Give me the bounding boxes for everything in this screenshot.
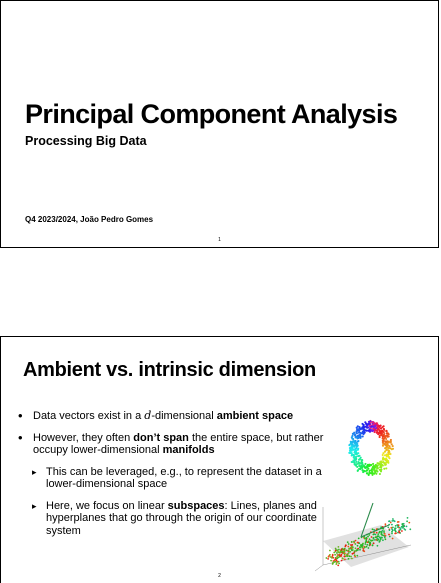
scatter-point	[342, 557, 344, 559]
scatter-point	[388, 457, 390, 459]
bullet-text: Data vectors exist in a	[33, 410, 145, 422]
scatter-point	[353, 451, 355, 453]
scatter-point	[398, 526, 400, 528]
scatter-point	[352, 441, 354, 443]
scatter-point	[355, 461, 357, 463]
scatter-point	[380, 430, 382, 432]
scatter-point	[354, 433, 356, 435]
scatter-point	[352, 448, 354, 450]
scatter-point	[400, 527, 402, 529]
scatter-point	[361, 463, 363, 465]
scatter-point	[364, 463, 366, 465]
scatter-point	[354, 550, 356, 552]
scatter-point	[383, 462, 385, 464]
scatter-point	[384, 533, 386, 535]
scatter-point	[372, 424, 374, 426]
scatter-point	[381, 537, 383, 539]
scatter-point	[361, 459, 363, 461]
scatter-point	[362, 431, 364, 433]
scatter-point	[348, 543, 350, 545]
scatter-point	[366, 544, 368, 546]
scatter-point	[395, 525, 397, 527]
scatter-point	[364, 538, 366, 540]
scatter-point	[367, 426, 369, 428]
slide-title-text: Ambient vs. intrinsic dimension	[23, 359, 316, 381]
scatter-point	[409, 528, 411, 530]
scatter-point	[355, 543, 357, 545]
scatter-point	[367, 541, 369, 543]
scatter-point	[402, 523, 404, 525]
bullet-emphasis: don’t span	[133, 431, 189, 444]
scatter-point	[370, 472, 372, 474]
scatter-point	[404, 529, 406, 531]
scatter-point	[335, 563, 337, 565]
scatter-point	[371, 536, 373, 538]
scatter-point	[387, 455, 389, 457]
subspace-scatter-figure	[311, 485, 419, 575]
scatter-point	[348, 552, 350, 554]
scatter-point	[407, 517, 409, 519]
scatter-point	[344, 556, 346, 558]
scatter-point	[373, 537, 375, 539]
scatter-point	[376, 471, 378, 473]
bullet-text: : Lines, planes and hyperplanes that go through the origin of our coordinate system	[46, 499, 317, 537]
scatter-point	[391, 520, 393, 522]
scatter-point	[406, 520, 408, 522]
scatter-point	[379, 540, 381, 542]
scatter-point	[368, 534, 370, 536]
scatter-point	[335, 548, 337, 550]
math-variable: d	[144, 409, 152, 422]
scatter-point	[358, 431, 360, 433]
scatter-point	[384, 450, 386, 452]
scatter-point	[338, 546, 340, 548]
scatter-point	[367, 430, 369, 432]
scatter-point	[348, 558, 350, 560]
page-number: 1	[218, 237, 221, 243]
bullet-text: This can be leveraged, e.g., to represent the dataset in a lower-dimensional space	[46, 465, 322, 490]
scatter-point	[365, 430, 367, 432]
scatter-point	[377, 545, 379, 547]
scatter-point	[395, 531, 397, 533]
scatter-point	[361, 467, 363, 469]
scatter-point	[338, 549, 340, 551]
scatter-point	[342, 549, 344, 551]
page-number: 2	[218, 573, 221, 579]
scatter-point	[349, 450, 351, 452]
scatter-point	[385, 467, 387, 469]
sub-bullet-item	[15, 500, 325, 538]
scatter-point	[382, 436, 384, 438]
scatter-point	[337, 556, 339, 558]
scatter-point	[383, 530, 385, 532]
scatter-point	[375, 534, 377, 536]
scatter-point	[355, 443, 357, 445]
scatter-point	[381, 431, 383, 433]
bullet-item	[15, 432, 325, 457]
scatter-point	[353, 541, 355, 543]
scatter-point	[385, 457, 387, 459]
scatter-point	[369, 544, 371, 546]
scatter-point	[378, 539, 380, 541]
scatter-point	[348, 444, 350, 446]
scatter-point	[366, 466, 368, 468]
scatter-point	[384, 464, 386, 466]
scatter-point	[364, 467, 366, 469]
scatter-point	[346, 554, 348, 556]
scatter-point	[382, 539, 384, 541]
scatter-point	[388, 433, 390, 435]
scatter-point	[363, 550, 365, 552]
scatter-point	[347, 546, 349, 548]
scatter-point	[378, 532, 380, 534]
scatter-point	[384, 435, 386, 437]
scatter-point	[362, 435, 364, 437]
scatter-point	[370, 429, 372, 431]
scatter-point	[392, 527, 394, 529]
scatter-point	[383, 468, 385, 470]
scatter-point	[389, 536, 391, 538]
scatter-point	[336, 559, 338, 561]
scatter-point	[382, 459, 384, 461]
scatter-point	[367, 536, 369, 538]
scatter-point	[368, 547, 370, 549]
scatter-point	[355, 447, 357, 449]
scatter-point	[352, 433, 354, 435]
scatter-point	[354, 457, 356, 459]
scatter-point	[387, 443, 389, 445]
scatter-point	[374, 539, 376, 541]
scatter-point	[355, 453, 357, 455]
scatter-point	[329, 550, 331, 552]
scatter-point	[357, 441, 359, 443]
scatter-point	[364, 421, 366, 423]
scatter-point	[346, 550, 348, 552]
scatter-point	[365, 423, 367, 425]
scatter-point	[394, 533, 396, 535]
scatter-point	[398, 521, 400, 523]
scatter-point	[383, 438, 385, 440]
bullet-emphasis: manifolds	[162, 444, 215, 456]
scatter-point	[333, 561, 335, 563]
scatter-point	[370, 540, 372, 542]
scatter-point	[383, 428, 385, 430]
bullet-text: However, they often	[33, 431, 134, 444]
scatter-point	[349, 551, 351, 553]
scatter-point	[348, 550, 350, 552]
scatter-point	[376, 532, 378, 534]
sub-bullet-item	[15, 466, 325, 491]
scatter-point	[372, 544, 374, 546]
scatter-point	[390, 527, 392, 529]
scatter-point	[334, 554, 336, 556]
scatter-point	[332, 563, 334, 565]
scatter-point	[377, 533, 379, 535]
scatter-point	[361, 423, 363, 425]
scatter-point	[380, 460, 382, 462]
scatter-point	[358, 465, 360, 467]
scatter-point	[388, 447, 390, 449]
scatter-point	[379, 537, 381, 539]
scatter-point	[333, 552, 335, 554]
scatter-point	[392, 448, 394, 450]
scatter-point	[380, 469, 382, 471]
scatter-point	[355, 465, 357, 467]
scatter-point	[408, 522, 410, 524]
scatter-point	[385, 523, 387, 525]
scatter-point	[380, 465, 382, 467]
scatter-point	[388, 451, 390, 453]
scatter-point	[337, 565, 339, 567]
scatter-point	[385, 538, 387, 540]
axis-line	[315, 565, 323, 571]
bullet-text: -dimensional	[151, 410, 217, 422]
scatter-point	[388, 520, 390, 522]
scatter-point	[398, 524, 400, 526]
scatter-point	[402, 527, 404, 529]
scatter-point	[374, 430, 376, 432]
scatter-point	[341, 554, 343, 556]
scatter-point	[329, 554, 331, 556]
scatter-point	[387, 527, 389, 529]
swiss-roll-manifold-figure	[337, 402, 405, 488]
scatter-point	[388, 435, 390, 437]
scatter-point	[352, 459, 354, 461]
scatter-point	[390, 522, 392, 524]
scatter-point	[348, 548, 350, 550]
scatter-point	[356, 555, 358, 557]
scatter-point	[338, 554, 340, 556]
bullet-emphasis: ambient space	[216, 410, 294, 422]
scatter-point	[349, 447, 351, 449]
scatter-point	[373, 470, 375, 472]
scatter-point	[365, 537, 367, 539]
scatter-point	[388, 534, 390, 536]
scatter-point	[375, 427, 377, 429]
scatter-point	[351, 453, 353, 455]
scatter-point	[372, 534, 374, 536]
scatter-point	[357, 469, 359, 471]
scatter-point	[347, 541, 349, 543]
scatter-point	[376, 467, 378, 469]
presentation-title: Principal Component Analysis	[25, 99, 398, 129]
bullet-text: Here, we focus on linear	[46, 499, 168, 512]
scatter-point	[344, 559, 346, 561]
scatter-point	[401, 530, 403, 532]
scatter-point	[389, 445, 391, 447]
scatter-point	[370, 426, 372, 428]
scatter-point	[344, 548, 346, 550]
scatter-point	[354, 556, 356, 558]
scatter-point	[366, 546, 368, 548]
scatter-point	[335, 550, 337, 552]
scatter-point	[363, 548, 365, 550]
scatter-point	[372, 463, 374, 465]
scatter-point	[355, 540, 357, 542]
scatter-point	[354, 440, 356, 442]
scatter-point	[358, 436, 360, 438]
scatter-point	[392, 518, 394, 520]
scatter-point	[362, 543, 364, 545]
scatter-point	[369, 542, 371, 544]
presentation-subtitle: Processing Big Data	[25, 134, 147, 148]
bullet-list	[15, 410, 325, 546]
scatter-point	[377, 428, 379, 430]
scatter-point	[382, 441, 384, 443]
scatter-point	[357, 448, 359, 450]
scatter-point	[331, 556, 333, 558]
scatter-point	[357, 428, 359, 430]
scatter-point	[383, 425, 385, 427]
scatter-point	[386, 460, 388, 462]
author-footer: Q4 2023/2024, João Pedro Gomes	[25, 215, 154, 224]
scatter-point	[375, 464, 377, 466]
scatter-point	[330, 560, 332, 562]
bullet-text: the entire space, but rather occupy lower-dimensional	[33, 431, 324, 456]
scatter-point	[369, 470, 371, 472]
scatter-point	[379, 473, 381, 475]
scatter-point	[392, 538, 394, 540]
scatter-point	[374, 425, 376, 427]
scatter-point	[376, 462, 378, 464]
scatter-point	[351, 541, 353, 543]
scatter-point	[383, 433, 385, 435]
scatter-point	[375, 536, 377, 538]
scatter-point	[363, 425, 365, 427]
scatter-point	[351, 558, 353, 560]
scatter-point	[358, 455, 360, 457]
scatter-point	[364, 546, 366, 548]
scatter-point	[391, 524, 393, 526]
scatter-point	[380, 432, 382, 434]
scatter-point	[336, 552, 338, 554]
scatter-point	[366, 472, 368, 474]
scatter-point	[352, 443, 354, 445]
scatter-point	[392, 445, 394, 447]
slide-ambient-dimension	[0, 336, 439, 583]
scatter-point	[390, 440, 392, 442]
scatter-point	[328, 556, 330, 558]
scatter-point	[385, 444, 387, 446]
scatter-point	[385, 438, 387, 440]
scatter-point	[350, 544, 352, 546]
scatter-point	[372, 421, 374, 423]
scatter-point	[379, 427, 381, 429]
scatter-point	[374, 471, 376, 473]
scatter-point	[358, 538, 360, 540]
scatter-point	[353, 446, 355, 448]
scatter-point	[372, 428, 374, 430]
scatter-point	[361, 545, 363, 547]
scatter-point	[385, 430, 387, 432]
scatter-point	[348, 452, 350, 454]
scatter-point	[350, 556, 352, 558]
scatter-point	[384, 440, 386, 442]
scatter-point	[373, 543, 375, 545]
scatter-point	[382, 452, 384, 454]
scatter-point	[395, 527, 397, 529]
scatter-point	[391, 443, 393, 445]
scatter-point	[385, 535, 387, 537]
scatter-point	[326, 557, 328, 559]
scatter-point	[359, 468, 361, 470]
scatter-point	[368, 464, 370, 466]
scatter-point	[352, 549, 354, 551]
bullet-emphasis: subspaces	[167, 499, 225, 512]
scatter-point	[347, 555, 349, 557]
scatter-point	[359, 546, 361, 548]
scatter-point	[382, 454, 384, 456]
scatter-point	[371, 470, 373, 472]
scatter-point	[382, 445, 384, 447]
bullet-item	[15, 410, 325, 423]
scatter-point	[369, 538, 371, 540]
scatter-point	[382, 443, 384, 445]
scatter-point	[355, 547, 357, 549]
scatter-point	[351, 546, 353, 548]
scatter-point	[382, 530, 384, 532]
scatter-point	[357, 545, 359, 547]
scatter-point	[406, 526, 408, 528]
scatter-point	[364, 543, 366, 545]
scatter-point	[364, 470, 366, 472]
scatter-point	[368, 423, 370, 425]
scatter-point	[365, 541, 367, 543]
scatter-point	[368, 421, 370, 423]
scatter-point	[351, 438, 353, 440]
scatter-point	[355, 431, 357, 433]
scatter-point	[371, 474, 373, 476]
scatter-point	[352, 553, 354, 555]
scatter-point	[342, 551, 344, 553]
scatter-point	[341, 560, 343, 562]
scatter-point	[398, 530, 400, 532]
scatter-point	[357, 549, 359, 551]
scatter-point	[391, 533, 393, 535]
scatter-point	[338, 563, 340, 565]
scatter-point	[372, 528, 374, 530]
scatter-point	[358, 458, 360, 460]
scatter-point	[349, 555, 351, 557]
scatter-point	[389, 529, 391, 531]
slide-title	[0, 0, 439, 248]
scatter-point	[373, 465, 375, 467]
scatter-point	[345, 544, 347, 546]
scatter-point	[384, 537, 386, 539]
scatter-point	[359, 549, 361, 551]
scatter-point	[359, 427, 361, 429]
scatter-point	[357, 542, 359, 544]
scatter-point	[327, 558, 329, 560]
